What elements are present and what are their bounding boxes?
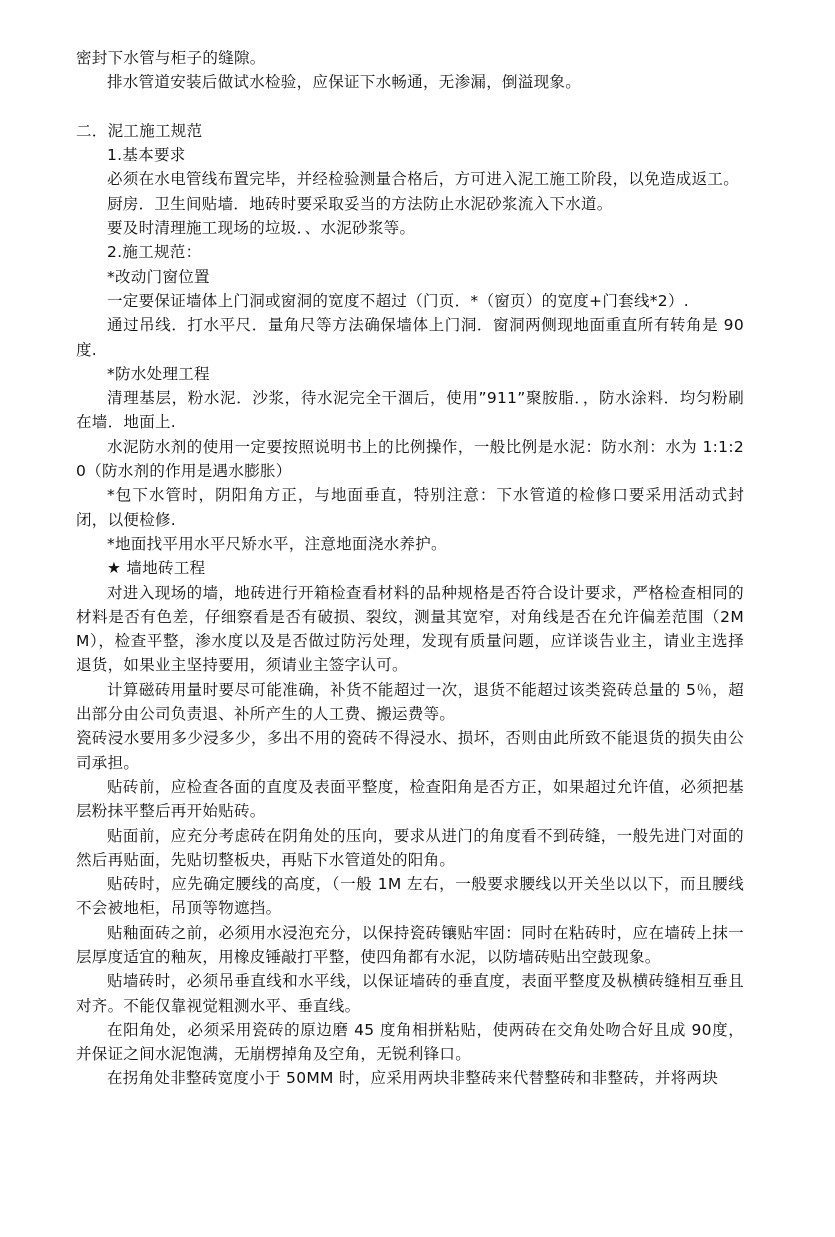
paragraph: 密封下水管与柜子的缝隙。 — [76, 49, 266, 67]
paragraph: 对进入现场的墙，地砖进行开箱检查看材料的品种规格是否符合设计要求，严格检查相同的材料是否有色差，仔细察看是否有破损、裂纹，测量其宽窄，对角线是否在允许偏差范围（2MM），检查平整，渗水度以及是否做过防污处理，发现有质量问题，应详谈告业主，请业主选择退货，如果业主坚持要用，须请业主签字认可。 — [76, 583, 744, 675]
paragraph: 1.基本要求 — [107, 146, 186, 165]
paragraph: 贴砖前，应检查各面的直度及表面平整度，检查阳角是否方正，如果超过允许值，必须把基层粉抹平整后再开始贴砖。 — [76, 777, 744, 821]
paragraph: *防水处理工程 — [107, 364, 210, 383]
blank-line — [76, 95, 744, 119]
paragraph: 一定要保证墙体上门洞或窗洞的宽度不超过（门页．*（窗页）的宽度+门套线*2）. — [107, 291, 689, 310]
paragraph: *改动门窗位置 — [107, 267, 210, 286]
paragraph: 要及时清理施工现场的垃圾．、水泥砂浆等。 — [107, 219, 416, 238]
paragraph: 水泥防水剂的使用一定要按照说明书上的比例操作，一般比例是水泥：防水剂：水为 1:1:20（防水剂的作用是遇水膨胀） — [76, 437, 744, 481]
paragraph: ★ 墙地砖工程 — [107, 559, 206, 578]
paragraph: 贴面前，应充分考虑砖在阴角处的压向，要求从进门的角度看不到砖缝，一般先进门对面的然后再贴面，先贴切整板央，再贴下水管道处的阳角。 — [76, 826, 744, 869]
paragraph: 二．泥工施工规范 — [76, 121, 203, 140]
paragraph: 清理基层，粉水泥．沙浆，待水泥完全干涸后，使用”911”聚胺脂．，防水涂料．均匀粉刷在墙．地面上. — [76, 389, 744, 432]
paragraph: 在拐角处非整砖宽度小于 50MM 时，应采用两块非整砖来代替整砖和非整砖，并将两块 — [107, 1069, 719, 1088]
paragraph: 通过吊线．打水平尺．量角尺等方法确保墙体上门洞．窗洞两侧现地面重直所有转角是 90度. — [76, 316, 744, 359]
paragraph: 必须在水电管线布置完毕，并经检验测量合格后，方可进入泥工施工阶段，以免造成返工。 — [107, 170, 740, 189]
paragraph: 贴墙砖时，必须吊垂直线和水平线，以保证墙砖的垂直度，表面平整度及枞横砖缝相互垂且对齐。不能仅靠视觉粗测水平、垂直线。 — [76, 972, 744, 1015]
paragraph: 2.施工规范： — [107, 243, 202, 262]
paragraph: 在阳角处，必须采用瓷砖的原边磨 45 度角相拼粘贴，使两砖在交角处吻合好且成 90度，并保证之间水泥饱满，无崩楞掉角及空角，无锐利锋口。 — [76, 1020, 744, 1064]
paragraph: 瓷砖浸水要用多少浸多少，多出不用的瓷砖不得浸水、损坏，否则由此所致不能退货的损失由公司承担。 — [76, 729, 744, 772]
paragraph: 贴釉面砖之前，必须用水浸泡充分，以保持瓷砖镶贴牢固：同时在粘砖时，应在墙砖上抹一层厚度适宜的釉灰，用橡皮锤敲打平整，使四角都有水泥，以防墙砖贴出空鼓现象。 — [76, 923, 744, 966]
paragraph: 计算磁砖用量时要尽可能准确，补货不能超过一次，退货不能超过该类瓷砖总量的 5％，超出部分由公司负责退、补所产生的人工费、搬运费等。 — [76, 680, 744, 724]
document-page — [76, 46, 744, 1091]
paragraph: 厨房．卫生间贴墙．地砖时要采取妥当的方法防止水泥砂浆流入下水道。 — [107, 194, 613, 213]
paragraph: *地面找平用水平尺矫水平，注意地面浇水养护。 — [107, 534, 447, 553]
paragraph: 贴砖时，应先确定腰线的高度，（一般 1M 左右，一般要求腰线以开关坐以以下，而且腰线不会被地柜，吊顶等物遮挡。 — [76, 875, 744, 918]
paragraph: 排水管道安装后做试水检验，应保证下水畅通，无渗漏，倒溢现象。 — [107, 73, 582, 92]
paragraph: *包下水管时，阴阳角方正，与地面垂直，特别注意：下水管道的检修口要采用活动式封闭，以便检修. — [76, 486, 744, 529]
